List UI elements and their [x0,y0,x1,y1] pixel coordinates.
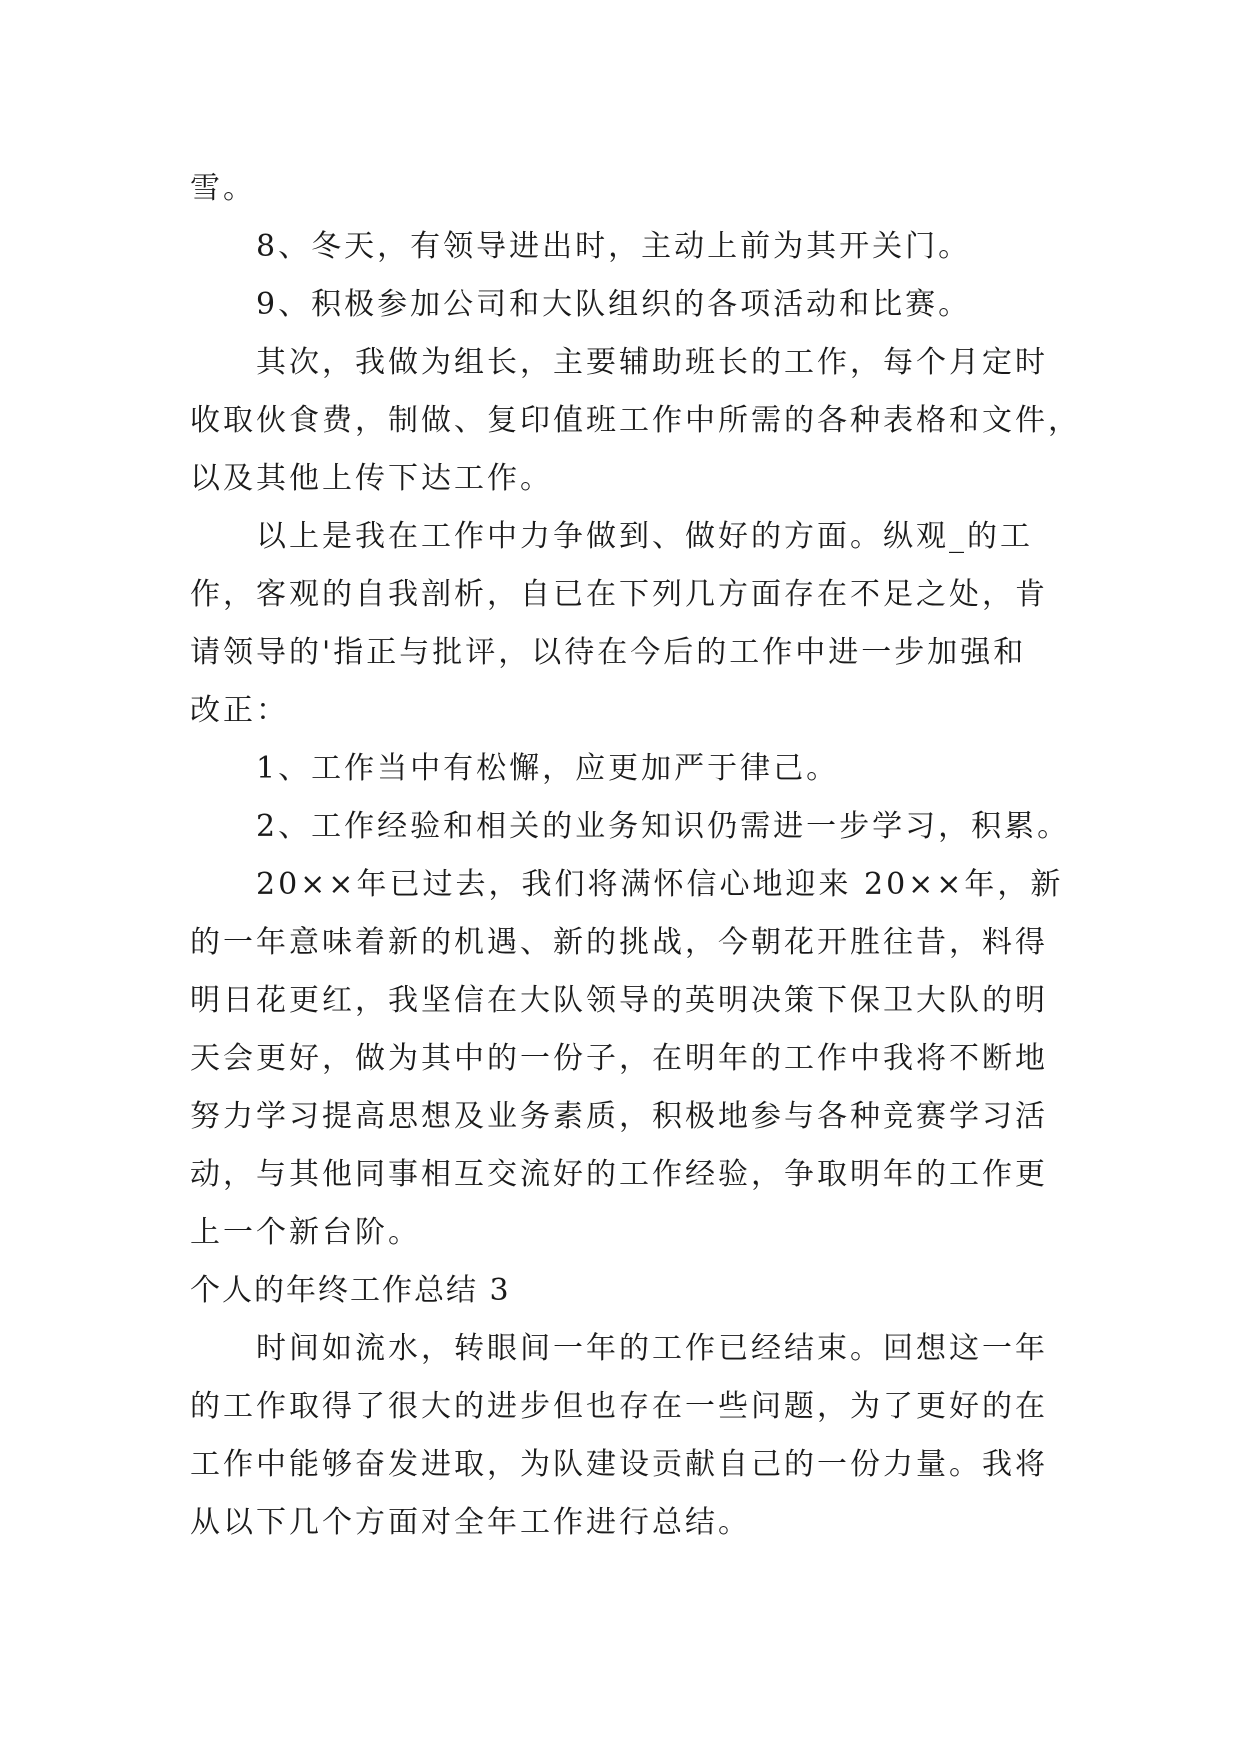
text-line: 工作中能够奋发进取，为队建设贡献自己的一份力量。我将 [190,1447,1048,1482]
text-line: 改正： [190,693,289,728]
text-line: 请领导的'指正与批评，以待在今后的工作中进一步加强和 [190,635,1027,670]
text-line: 的工作取得了很大的进步但也存在一些问题，为了更好的在 [190,1389,1048,1424]
text-line: 1、工作当中有松懈，应更加严于律己。 [256,751,840,786]
text-line: 收取伙食费，制做、复印值班工作中所需的各种表格和文件， [190,403,1081,438]
text-line: 其次，我做为组长，主要辅助班长的工作，每个月定时 [256,345,1048,380]
section-heading: 个人的年终工作总结 3 [190,1273,511,1308]
text-line: 20××年已过去，我们将满怀信心地迎来 20××年，新 [256,867,1064,902]
text-line: 以及其他上传下达工作。 [190,461,553,496]
text-line: 作，客观的自我剖析，自已在下列几方面存在不足之处，肯 [190,577,1048,612]
text-line: 雪。 [190,171,256,206]
text-line: 以上是我在工作中力争做到、做好的方面。纵观_的工 [256,519,1033,554]
text-line: 上一个新台阶。 [190,1215,421,1250]
text-line: 明日花更红，我坚信在大队领导的英明决策下保卫大队的明 [190,983,1048,1018]
text-line: 从以下几个方面对全年工作进行总结。 [190,1505,751,1540]
text-line: 动，与其他同事相互交流好的工作经验，争取明年的工作更 [190,1157,1048,1192]
text-line: 努力学习提高思想及业务素质，积极地参与各种竞赛学习活 [190,1099,1048,1134]
text-line: 天会更好，做为其中的一份子，在明年的工作中我将不断地 [190,1041,1048,1076]
document-body [190,160,1081,1552]
text-line: 8、冬天，有领导进出时，主动上前为其开关门。 [256,229,972,264]
text-line: 的一年意味着新的机遇、新的挑战，今朝花开胜往昔，料得 [190,925,1048,960]
text-line: 时间如流水，转眼间一年的工作已经结束。回想这一年 [256,1331,1048,1366]
text-line: 9、积极参加公司和大队组织的各项活动和比赛。 [256,287,972,322]
text-line: 2、工作经验和相关的业务知识仍需进一步学习，积累。 [256,809,1071,844]
